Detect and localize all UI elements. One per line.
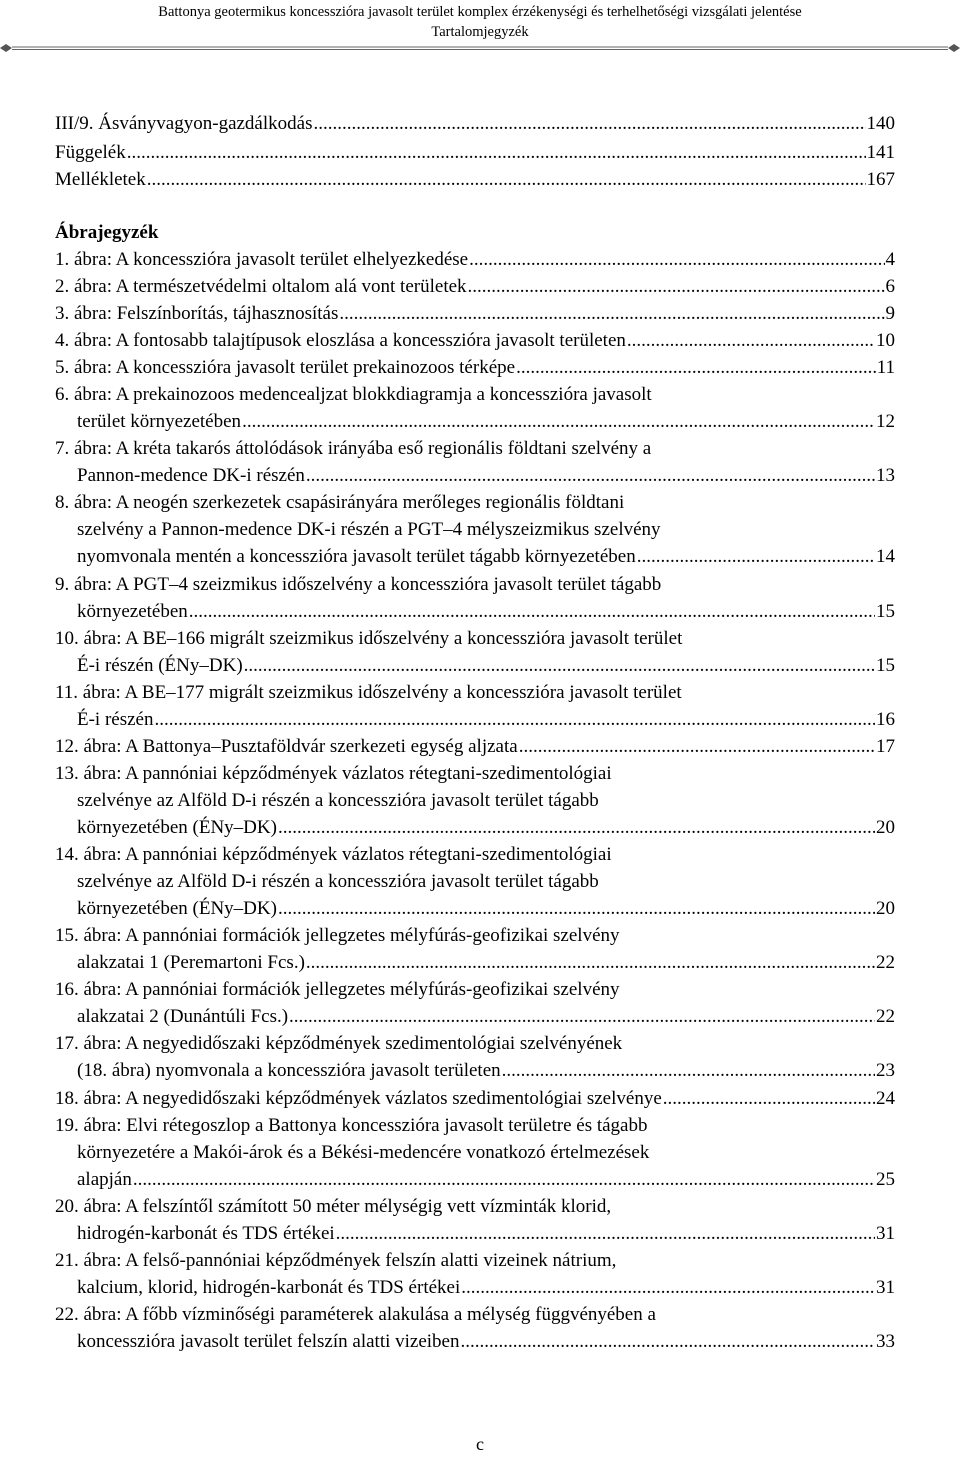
figure-caption-line: 1. ábra: A koncesszióra javasolt terület elhelyezkedése	[55, 249, 469, 270]
figure-entry[interactable]	[55, 381, 895, 435]
page-number: 24	[876, 1088, 895, 1109]
dot-leader	[627, 327, 875, 354]
figure-caption-line: koncesszióra javasolt terület felszín alatti vizeiben	[77, 1331, 460, 1352]
page-number: 12	[876, 411, 895, 432]
figure-caption-line: környezetében	[77, 601, 188, 622]
figure-entry[interactable]	[55, 625, 895, 679]
figure-caption-line: 4. ábra: A fontosabb talajtípusok eloszlása a koncesszióra javasolt területen	[55, 330, 626, 351]
figure-caption-line: szelvény a Pannon-medence DK-i részén a PGT–4 mélyszeizmikus szelvény	[77, 519, 661, 540]
figure-caption-line: 17. ábra: A negyedidőszaki képződmények szedimentológiai szelvényének	[55, 1033, 623, 1054]
page-number: 10	[876, 330, 895, 351]
figure-entry[interactable]	[55, 435, 895, 489]
figure-caption-line: É-i részén (ÉNy–DK)	[77, 655, 243, 676]
figure-caption-line: 16. ábra: A pannóniai formációk jellegzetes mélyfúrás-geofizikai szelvény	[55, 979, 620, 1000]
figure-entry[interactable]	[55, 841, 895, 922]
figure-entry[interactable]	[55, 489, 895, 570]
page-number: 13	[876, 465, 895, 486]
figure-caption-line: szelvénye az Alföld D-i részén a koncesszióra javasolt terület tágabb	[77, 790, 599, 811]
dot-leader	[336, 1220, 875, 1247]
dot-leader	[242, 408, 875, 435]
figure-caption-line: alapján	[77, 1169, 132, 1190]
figure-caption-line: 20. ábra: A felszíntől számított 50 méter mélységig vett vízminták klorid,	[55, 1196, 612, 1217]
document-title: Battonya geotermikus koncesszióra javasolt terület komplex érzékenységi és terhelhetőségi vizsgálati jelentése	[158, 4, 802, 20]
dot-leader	[461, 1328, 876, 1355]
rule-diamond-left-icon	[0, 44, 12, 52]
figure-caption-line: (18. ábra) nyomvonala a koncesszióra javasolt területen	[77, 1060, 501, 1081]
page-number: 20	[876, 898, 895, 919]
figure-entry[interactable]	[55, 922, 895, 976]
figure-entry[interactable]	[55, 300, 895, 327]
dot-leader	[461, 1274, 875, 1301]
dot-leader	[133, 1166, 875, 1193]
figure-caption-line: 13. ábra: A pannóniai képződmények vázlatos rétegtani-szedimentológiai	[55, 763, 612, 784]
page-number: 15	[876, 601, 895, 622]
page-number: 17	[876, 736, 895, 757]
figure-caption-line: 12. ábra: A Battonya–Pusztaföldvár szerkezeti egység aljzata	[55, 736, 518, 757]
figure-entry[interactable]	[55, 273, 895, 300]
figure-caption-line: környezetében (ÉNy–DK)	[77, 817, 277, 838]
dot-leader	[468, 273, 885, 300]
figure-caption-line: Pannon-medence DK-i részén	[77, 465, 305, 486]
dot-leader	[154, 706, 875, 733]
dot-leader	[244, 652, 875, 679]
figure-caption-line: hidrogén-karbonát és TDS értékei	[77, 1223, 335, 1244]
rule-diamond-right-icon	[948, 44, 960, 52]
figure-caption-line: 5. ábra: A koncesszióra javasolt terület prekainozoos térképe	[55, 357, 516, 378]
page-number: 33	[876, 1331, 895, 1352]
dot-leader	[306, 949, 875, 976]
figure-caption-line: 9. ábra: A PGT–4 szeizmikus időszelvény a koncesszióra javasolt terület tágabb	[55, 574, 662, 595]
figure-caption-line: 7. ábra: A kréta takarós áttolódások irányába eső regionális földtani szelvény a	[55, 438, 652, 459]
dot-leader	[519, 733, 875, 760]
dot-leader	[469, 246, 884, 273]
page-number: 31	[876, 1223, 895, 1244]
toc-entry[interactable]: Mellékletek ..... 167	[55, 166, 895, 193]
page-number: 22	[876, 1006, 895, 1027]
figure-caption-line: környezetében (ÉNy–DK)	[77, 898, 277, 919]
section-title: Tartalomjegyzék	[431, 24, 529, 40]
page-number: 25	[876, 1169, 895, 1190]
header-rule	[0, 44, 960, 52]
page-number: 15	[876, 655, 895, 676]
figure-caption-line: É-i részén	[77, 709, 154, 730]
figure-caption-line: terület környezetében	[77, 411, 242, 432]
dot-leader	[278, 814, 875, 841]
figure-entry[interactable]	[55, 1193, 895, 1247]
page-number: 11	[876, 357, 895, 378]
figure-caption-line: 2. ábra: A természetvédelmi oltalom alá vont területek	[55, 276, 467, 297]
figure-caption-line: környezetére a Makói-árok és a Békési-medencére vonatkozó értelmezések	[77, 1142, 650, 1163]
page-number: 16	[876, 709, 895, 730]
dot-leader	[502, 1057, 875, 1084]
figure-caption-line: 15. ábra: A pannóniai formációk jellegzetes mélyfúrás-geofizikai szelvény	[55, 925, 620, 946]
figure-caption-line: 14. ábra: A pannóniai képződmények vázlatos rétegtani-szedimentológiai	[55, 844, 612, 865]
figure-caption-line: alakzatai 1 (Peremartoni Fcs.)	[77, 952, 305, 973]
page-number: 4	[885, 249, 895, 270]
dot-leader	[289, 1003, 875, 1030]
figure-caption-line: szelvénye az Alföld D-i részén a koncesszióra javasolt terület tágabb	[77, 871, 599, 892]
dot-leader	[339, 300, 884, 327]
dot-leader	[306, 462, 875, 489]
page-number: 20	[876, 817, 895, 838]
figure-entry[interactable]	[55, 327, 895, 354]
page-number: 22	[876, 952, 895, 973]
figure-caption-line: 21. ábra: A felső-pannóniai képződmények felszín alatti vizeinek nátrium,	[55, 1250, 617, 1271]
page-marker: c	[476, 1434, 484, 1454]
dot-leader	[189, 598, 875, 625]
figure-entry[interactable]	[55, 679, 895, 733]
figure-caption-line: alakzatai 2 (Dunántúli Fcs.)	[77, 1006, 289, 1027]
dot-leader	[516, 354, 876, 381]
figure-caption-line: 3. ábra: Felszínborítás, tájhasznosítás	[55, 303, 339, 324]
figure-caption-line: kalcium, klorid, hidrogén-karbonát és TDS értékei	[77, 1277, 461, 1298]
figure-entry[interactable]	[55, 976, 895, 1030]
figure-entry[interactable]	[55, 1112, 895, 1193]
figure-caption-line: 22. ábra: A főbb vízminőségi paraméterek alakulása a mélység függvényében a	[55, 1304, 656, 1325]
dot-leader	[637, 543, 875, 570]
figure-entry[interactable]	[55, 354, 895, 381]
figure-entry[interactable]	[55, 571, 895, 625]
figure-caption-line: 8. ábra: A neogén szerkezetek csapásirányára merőleges regionális földtani	[55, 492, 625, 513]
figure-caption-line: nyomvonala mentén a koncesszióra javasolt terület tágabb környezetében	[77, 546, 636, 567]
figure-caption-line: 19. ábra: Elvi rétegoszlop a Battonya koncesszióra javasolt területre és tágabb	[55, 1115, 648, 1136]
figure-caption-line: 18. ábra: A negyedidőszaki képződmények vázlatos szedimentológiai szelvénye	[55, 1088, 662, 1109]
figure-entry[interactable]	[55, 1301, 895, 1355]
figure-entry[interactable]	[55, 1085, 895, 1112]
page-number: 6	[885, 276, 895, 297]
figure-caption-line: 10. ábra: A BE–166 migrált szeizmikus időszelvény a koncesszióra javasolt terület	[55, 628, 683, 649]
figure-entry[interactable]	[55, 733, 895, 760]
page-number: 31	[876, 1277, 895, 1298]
page-number: 23	[876, 1060, 895, 1081]
dot-leader	[278, 895, 875, 922]
figure-entry[interactable]	[55, 1247, 895, 1301]
page-number: 9	[885, 303, 895, 324]
figure-entry[interactable]	[55, 1030, 895, 1084]
figure-caption-line: 6. ábra: A prekainozoos medencealjzat blokkdiagramja a koncesszióra javasolt	[55, 384, 652, 405]
figure-entry[interactable]	[55, 246, 895, 273]
figure-caption-line: 11. ábra: A BE–177 migrált szeizmikus időszelvény a koncesszióra javasolt terület	[55, 682, 682, 703]
page-number: 14	[876, 546, 895, 567]
figures-heading: Ábrajegyzék	[55, 222, 159, 243]
dot-leader	[663, 1085, 875, 1112]
toc-entry[interactable]: III/9. Ásványvagyon-gazdálkodás ..... 140	[55, 110, 895, 137]
figure-entry[interactable]	[55, 760, 895, 841]
toc-entry[interactable]: Függelék ..... 141	[55, 139, 895, 166]
